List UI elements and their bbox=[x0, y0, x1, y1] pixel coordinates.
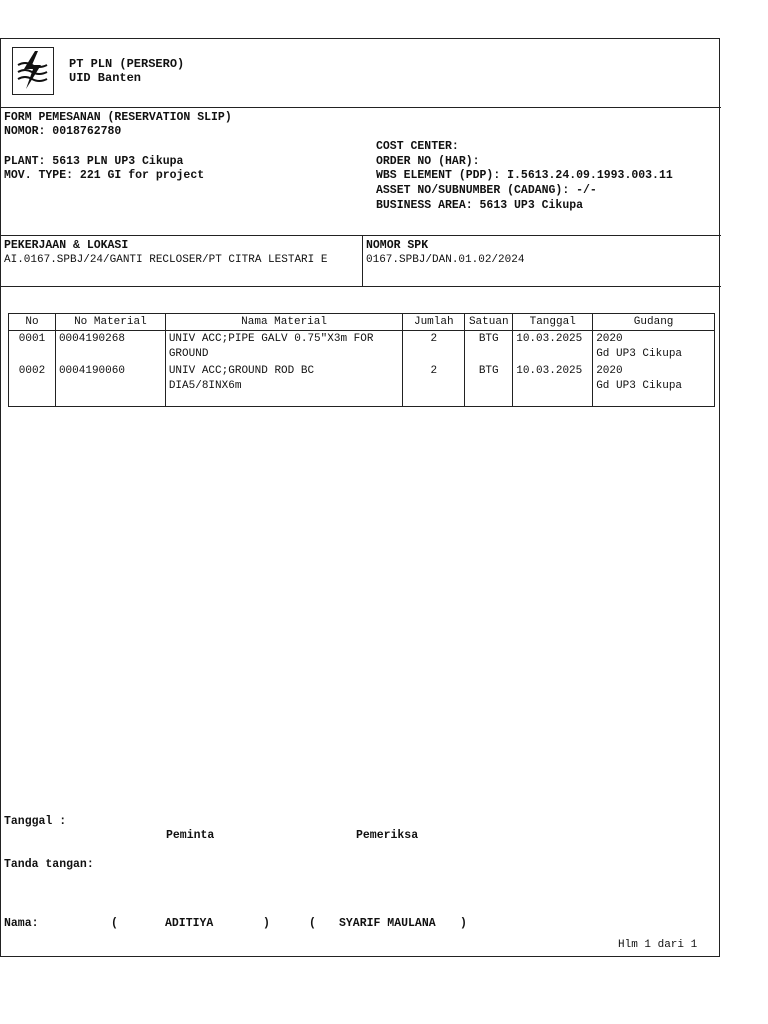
wbs-element: WBS ELEMENT (PDP): I.5613.24.09.1993.003.11 bbox=[376, 169, 673, 182]
row-no: 0001 bbox=[9, 331, 56, 364]
work-label: PEKERJAAN & LOKASI bbox=[4, 239, 129, 252]
row-material-name: UNIV ACC;PIPE GALV 0.75"X3m FOR GROUND bbox=[165, 331, 402, 364]
divider bbox=[1, 286, 721, 287]
paren-open: ( bbox=[111, 917, 118, 930]
reservation-slip-page bbox=[0, 38, 720, 957]
row-unit: BTG bbox=[465, 363, 513, 407]
footer-date-label: Tanggal : bbox=[4, 815, 67, 828]
order-no: ORDER NO (HAR): bbox=[376, 155, 480, 168]
paren-close: ) bbox=[263, 917, 270, 930]
spk-label: NOMOR SPK bbox=[366, 239, 429, 252]
page-number: Hlm 1 dari 1 bbox=[618, 939, 698, 951]
header-tanggal: Tanggal bbox=[513, 314, 593, 331]
table-header-row bbox=[9, 314, 715, 331]
divider bbox=[1, 235, 721, 236]
business-area: BUSINESS AREA: 5613 UP3 Cikupa bbox=[376, 199, 584, 212]
paren-close: ) bbox=[460, 917, 467, 930]
company-unit: UID Banten bbox=[69, 71, 142, 85]
plant: PLANT: 5613 PLN UP3 Cikupa bbox=[4, 155, 184, 168]
checker-label: Pemeriksa bbox=[356, 829, 419, 842]
work-value: AI.0167.SPBJ/24/GANTI RECLOSER/PT CITRA LESTARI E bbox=[4, 254, 328, 266]
spk-value: 0167.SPBJ/DAN.01.02/2024 bbox=[366, 254, 525, 266]
company-name: PT PLN (PERSERO) bbox=[69, 57, 185, 71]
row-date: 10.03.2025 bbox=[513, 363, 593, 407]
header-nama-material: Nama Material bbox=[165, 314, 402, 331]
asset-no: ASSET NO/SUBNUMBER (CADANG): -/- bbox=[376, 184, 597, 197]
row-material-no: 0004190268 bbox=[55, 331, 165, 364]
signature-label: Tanda tangan: bbox=[4, 858, 94, 871]
material-table bbox=[8, 313, 715, 407]
row-unit: BTG bbox=[465, 331, 513, 364]
row-material-no: 0004190060 bbox=[55, 363, 165, 407]
paren-open: ( bbox=[309, 917, 316, 930]
checker-name: SYARIF MAULANA bbox=[339, 917, 436, 930]
row-qty: 2 bbox=[403, 363, 465, 407]
row-gudang: 2020 Gd UP3 Cikupa bbox=[593, 331, 715, 364]
form-number: NOMOR: 0018762780 bbox=[4, 125, 122, 138]
name-label: Nama: bbox=[4, 917, 39, 930]
table-row bbox=[9, 331, 715, 364]
divider bbox=[1, 107, 721, 108]
header-gudang: Gudang bbox=[593, 314, 715, 331]
row-date: 10.03.2025 bbox=[513, 331, 593, 364]
header-no-material: No Material bbox=[55, 314, 165, 331]
row-qty: 2 bbox=[403, 331, 465, 364]
table-row bbox=[9, 363, 715, 407]
cost-center: COST CENTER: bbox=[376, 140, 459, 153]
requester-label: Peminta bbox=[166, 829, 215, 842]
row-no: 0002 bbox=[9, 363, 56, 407]
requester-name: ADITIYA bbox=[165, 917, 214, 930]
mov-type: MOV. TYPE: 221 GI for project bbox=[4, 169, 205, 182]
pln-logo bbox=[12, 47, 54, 95]
column-divider bbox=[362, 235, 363, 286]
header-satuan: Satuan bbox=[465, 314, 513, 331]
row-material-name: UNIV ACC;GROUND ROD BC DIA5/8INX6m bbox=[165, 363, 402, 407]
row-gudang: 2020 Gd UP3 Cikupa bbox=[593, 363, 715, 407]
header-no: No bbox=[9, 314, 56, 331]
form-title: FORM PEMESANAN (RESERVATION SLIP) bbox=[4, 111, 232, 124]
header-jumlah: Jumlah bbox=[403, 314, 465, 331]
